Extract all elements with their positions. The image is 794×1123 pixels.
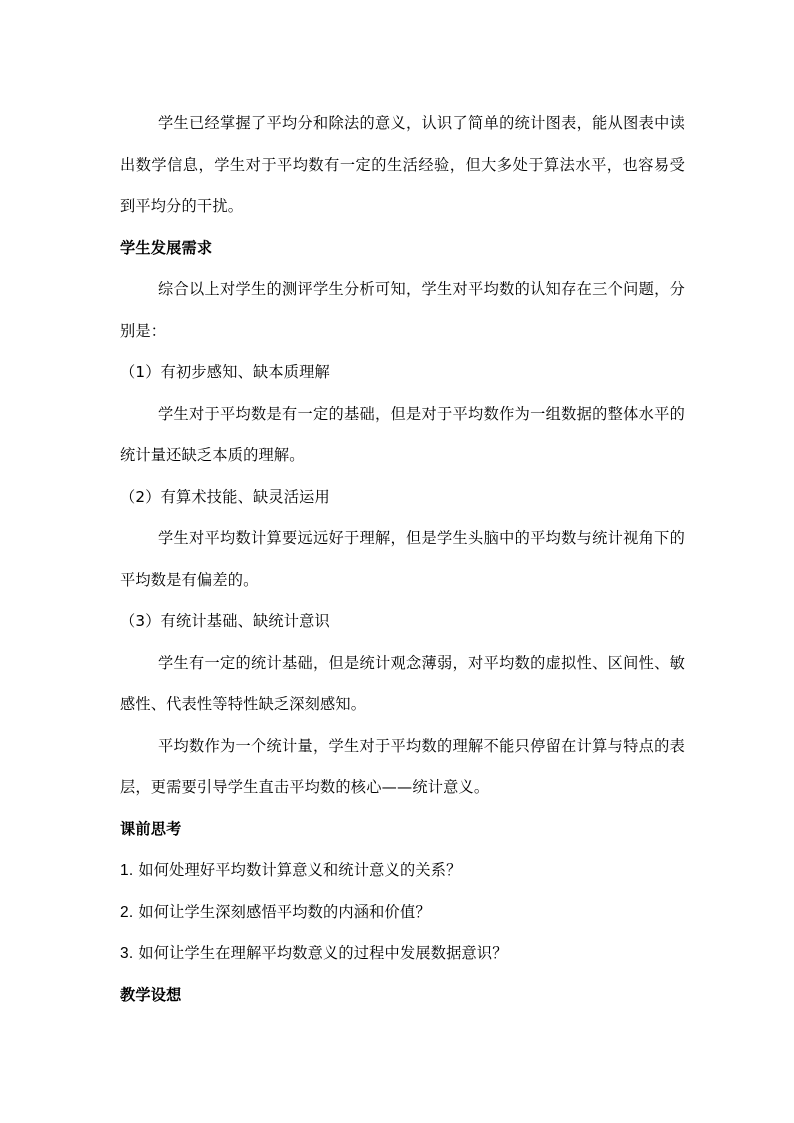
paragraph-student-background: 学生已经掌握了平均分和除法的意义，认识了简单的统计图表，能从图表中读出数学信息，学生对于平均数有一定的生活经验，但大多处于算法水平，也容易受到平均分的干扰。 [120, 114, 685, 215]
question-number: 2. [120, 903, 134, 921]
question-text: 如何让学生在理解平均数意义的过程中发展数据意识？ [138, 944, 508, 962]
subheading-issue-3: （3）有统计基础、缺统计意识 [120, 612, 330, 630]
subheading-issue-2: （2）有算术技能、缺灵活运用 [120, 487, 330, 506]
question-text: 如何让学生深刻感悟平均数的内涵和价值？ [138, 902, 431, 921]
heading-pre-class-thinking: 课前思考 [120, 819, 182, 838]
heading-teaching-plan: 教学设想 [120, 985, 182, 1004]
question-number: 3. [120, 945, 134, 962]
question-item-1 [120, 850, 685, 892]
question-text: 如何处理好平均数计算意义和统计意义的关系？ [138, 861, 462, 879]
paragraph-issue-1: 学生对于平均数是有一定的基础，但是对于平均数作为一组数据的整体水平的统计量还缺乏本质的理解。 [120, 404, 685, 464]
paragraph-issue-3: 学生有一定的统计基础，但是统计观念薄弱，对平均数的虚拟性、区间性、敏感性、代表性等特性缺乏深刻感知。 [120, 653, 685, 713]
paragraph-statistical-meaning: 平均数作为一个统计量，学生对于平均数的理解不能只停留在计算与特点的表层，更需要引导学生直击平均数的核心——统计意义。 [120, 736, 685, 796]
paragraph-issue-2: 学生对平均数计算要远远好于理解，但是学生头脑中的平均数与统计视角下的平均数是有偏差的。 [120, 529, 685, 589]
heading-student-development-needs: 学生发展需求 [120, 238, 213, 257]
document-body [120, 103, 685, 1016]
question-item-3 [120, 933, 685, 975]
subheading-issue-1: （1）有初步感知、缺本质理解 [120, 363, 330, 381]
question-number: 1. [120, 862, 134, 879]
question-item-2 [120, 892, 685, 934]
paragraph-analysis-summary: 综合以上对学生的测评学生分析可知，学生对平均数的认知存在三个问题，分别是： [120, 280, 685, 340]
